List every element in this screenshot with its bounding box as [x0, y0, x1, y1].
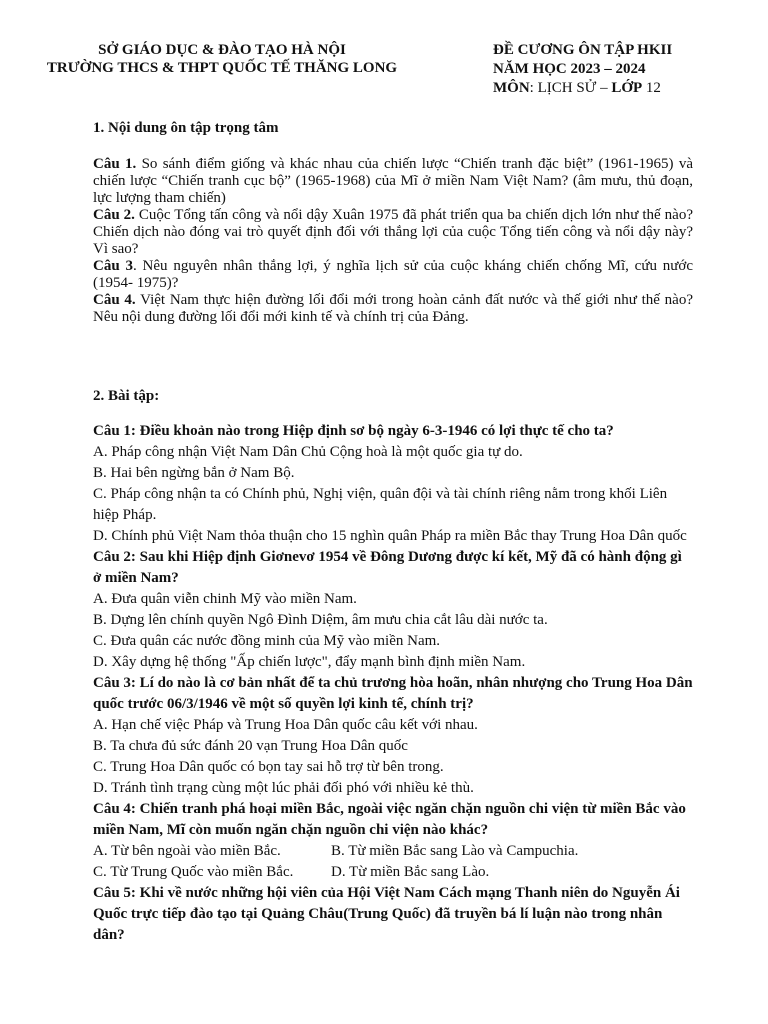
answer-row: [93, 841, 693, 862]
section-title: 2. Bài tập:: [93, 388, 160, 404]
answer-option: B. Ta chưa đủ sức đánh 20 vạn Trung Hoa Dân quốc: [93, 738, 408, 754]
answer-option: C. Pháp công nhận ta có Chính phủ, Nghị viện, quân đội và tài chính riêng nằm trong khối Liên hiệp Pháp.: [93, 486, 668, 523]
answer-option: B. Hai bên ngừng bắn ở Nam Bộ.: [93, 465, 295, 481]
answer-option: D. Chính phủ Việt Nam thỏa thuận cho 15 nghìn quân Pháp ra miền Bắc thay Trung Hoa Dân quốc: [93, 528, 687, 544]
section-exercises: [93, 386, 693, 946]
answer-option: C. Trung Hoa Dân quốc có bọn tay sai hỗ trợ từ bên trong.: [93, 759, 444, 775]
answer-option: A. Pháp công nhận Việt Nam Dân Chủ Cộng hoà là một quốc gia tự do.: [93, 444, 523, 460]
review-question: Câu 4. Việt Nam thực hiện đường lối đổi mới trong hoàn cảnh đất nước và thế giới như thế nào? Nêu nội dung đường lối đổi mới kinh tế và chính trị của Đảng.: [93, 292, 693, 325]
exercise-question: Câu 1: Điều khoản nào trong Hiệp định sơ bộ ngày 6-3-1946 có lợi thực tế cho ta?: [93, 423, 614, 439]
answer-option: B. Từ miền Bắc sang Lào và Campuchia.: [331, 843, 579, 859]
school-name: TRƯỜNG THCS & THPT QUỐC TẾ THĂNG LONG: [46, 60, 398, 76]
exam-header: [493, 41, 672, 98]
review-question: Câu 1. So sánh điểm giống và khác nhau của chiến lược “Chiến tranh đặc biệt” (1961-1965) và chiến lược “Chiến tranh cục bộ” (1965-1968) của Mĩ ở miền Nam Việt Nam? (âm mưu, thủ đoạn, lực lượng tham chiến): [93, 156, 693, 206]
answer-option: D. Từ miền Bắc sang Lào.: [331, 864, 490, 880]
review-question: Câu 3. Nêu nguyên nhân thắng lợi, ý nghĩa lịch sử của cuộc kháng chiến chống Mĩ, cứu nước (1954- 1975)?: [93, 258, 693, 291]
answer-option: D. Tránh tình trạng cùng một lúc phải đối phó với nhiều kẻ thù.: [93, 780, 474, 796]
subject-line: MÔN: LỊCH SỬ – LỚP 12: [493, 80, 661, 96]
answer-option: A. Từ bên ngoài vào miền Bắc.: [93, 843, 281, 859]
department-name: SỞ GIÁO DỤC & ĐÀO TẠO HÀ NỘI: [98, 42, 346, 58]
section-title: 1. Nội dung ôn tập trọng tâm: [93, 120, 279, 136]
school-header: [40, 41, 404, 77]
section-review-content: [93, 120, 693, 326]
answer-row: [93, 862, 693, 883]
review-question: Câu 2. Cuộc Tổng tấn công và nổi dậy Xuân 1975 đã phát triển qua ba chiến dịch lớn như thế nào? Chiến dịch nào đóng vai trò quyết định đối với thắng lợi của cuộc Tổng tiến công và nổi dậy này? Vì sao?: [93, 207, 693, 257]
answer-option: C. Từ Trung Quốc vào miền Bắc.: [93, 864, 294, 880]
answer-option: B. Dựng lên chính quyền Ngô Đình Diệm, âm mưu chia cắt lâu dài nước ta.: [93, 612, 548, 628]
answer-option: A. Hạn chế việc Pháp và Trung Hoa Dân quốc câu kết với nhau.: [93, 717, 478, 733]
exercise-question: Câu 4: Chiến tranh phá hoại miền Bắc, ngoài việc ngăn chặn nguồn chi viện từ miền Bắc vào miền Nam, Mĩ còn muốn ngăn chặn nguồn chi viện nào khác?: [93, 801, 686, 838]
exercise-question: Câu 3: Lí do nào là cơ bản nhất để ta chủ trương hòa hoãn, nhân nhượng cho Trung Hoa Dân quốc trước 06/3/1946 về một số quyền lợi kinh tế, chính trị?: [93, 675, 693, 712]
answer-option: D. Xây dựng hệ thống "Ấp chiến lược", đẩy mạnh bình định miền Nam.: [93, 654, 526, 670]
answer-option: A. Đưa quân viễn chinh Mỹ vào miền Nam.: [93, 591, 357, 607]
school-year: NĂM HỌC 2023 – 2024: [493, 61, 646, 77]
exercise-question: Câu 2: Sau khi Hiệp định Giơnevơ 1954 về Đông Dương được kí kết, Mỹ đã có hành động gì ở miền Nam?: [93, 549, 682, 586]
answer-option: C. Đưa quân các nước đồng minh của Mỹ vào miền Nam.: [93, 633, 441, 649]
exam-title: ĐỀ CƯƠNG ÔN TẬP HKII: [493, 42, 673, 58]
exercise-question: Câu 5: Khi về nước những hội viên của Hội Việt Nam Cách mạng Thanh niên do Nguyễn Ái Quốc trực tiếp đào tạo tại Quảng Châu(Trung Quốc) đã truyền bá lí luận nào trong nhân dân?: [93, 885, 680, 943]
